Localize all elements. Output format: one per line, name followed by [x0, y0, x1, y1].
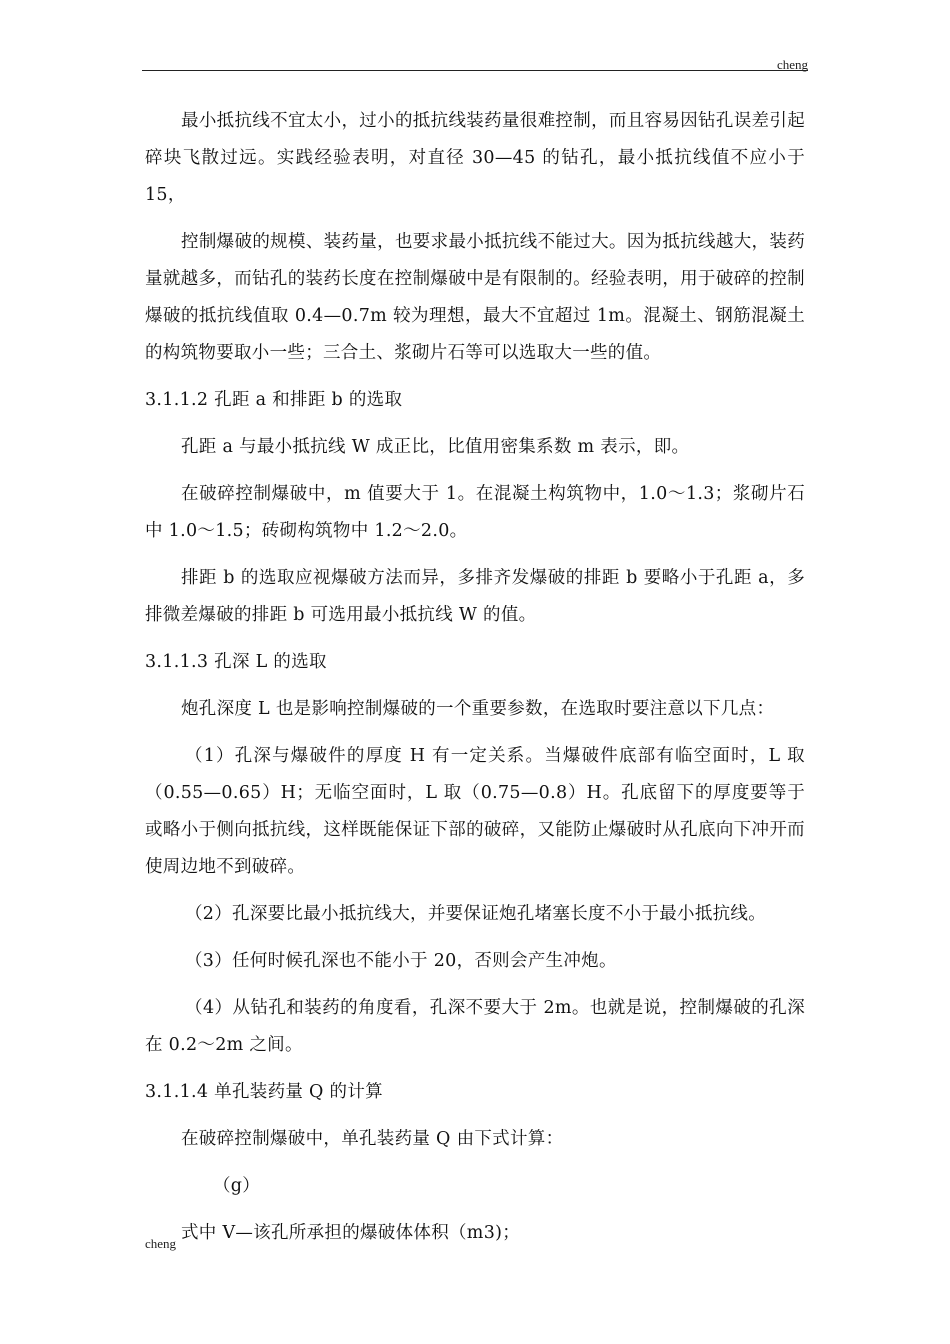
section-heading-3-1-1-2: 3.1.1.2 孔距 a 和排距 b 的选取 — [145, 390, 403, 410]
page-footer-text: cheng — [145, 1236, 177, 1251]
paragraph-min-resistance: 最小抵抗线不宜太小，过小的抵抗线装药量很难控制，而且容易因钻孔误差引起碎块飞散过远。实践经验表明，对直径 30—45 的钻孔，最小抵抗线值不应小于 15， — [145, 111, 805, 205]
paragraph-variable-definition: 式中 V—该孔所承担的爆破体体积（m3)； — [181, 1223, 521, 1243]
document-body — [145, 103, 805, 1262]
list-item-3: （3）任何时候孔深也不能小于 20，否则会产生冲炮。 — [185, 951, 617, 971]
section-heading-3-1-1-4: 3.1.1.4 单孔装药量 Q 的计算 — [145, 1082, 383, 1102]
list-item-1: （1）孔深与爆破件的厚度 H 有一定关系。当爆破件底部有临空面时，L 取（0.55—0.65）H；无临空面时，L 取（0.75—0.8）H。孔底留下的厚度要等于或略小于侧向抵抗线，这样既能保证下部的破碎，又能防止爆破时从孔底向下冲开而使周边地不到破碎。 — [145, 746, 805, 877]
list-item-2: （2）孔深要比最小抵抗线大，并要保证炮孔堵塞长度不小于最小抵抗线。 — [185, 904, 767, 924]
paragraph-row-spacing: 排距 b 的选取应视爆破方法而异，多排齐发爆破的排距 b 要略小于孔距 a，多排微差爆破的排距 b 可选用最小抵抗线 W 的值。 — [145, 568, 805, 625]
paragraph-m-values: 在破碎控制爆破中，m 值要大于 1。在混凝土构筑物中，1.0～1.3；浆砌片石中 1.0～1.5；砖砌构筑物中 1.2～2.0。 — [145, 484, 805, 541]
page-header-text: cheng — [776, 57, 808, 72]
list-item-4: （4）从钻孔和装药的角度看，孔深不要大于 2m。也就是说，控制爆破的孔深在 0.2～2m 之间。 — [145, 998, 805, 1055]
paragraph-hole-spacing: 孔距 a 与最小抵抗线 W 成正比，比值用密集系数 m 表示，即。 — [181, 437, 690, 457]
section-heading-3-1-1-3: 3.1.1.3 孔深 L 的选取 — [145, 652, 327, 672]
header-rule — [142, 70, 808, 71]
paragraph-charge-calc: 在破碎控制爆破中，单孔装药量 Q 由下式计算： — [181, 1129, 564, 1149]
paragraph-max-resistance: 控制爆破的规模、装药量，也要求最小抵抗线不能过大。因为抵抗线越大，装药量就越多，而钻孔的装药长度在控制爆破中是有限制的。经验表明，用于破碎的控制爆破的抵抗线值取 0.4—0.7m 较为理想，最大不宜超过 1m。混凝土、钢筋混凝土的构筑物要取小一些；三合土、浆砌片石等可以选取大一些的值。 — [145, 232, 805, 363]
paragraph-hole-depth-intro: 炮孔深度 L 也是影响控制爆破的一个重要参数，在选取时要注意以下几点： — [181, 699, 775, 719]
formula-unit: （g） — [213, 1176, 261, 1196]
